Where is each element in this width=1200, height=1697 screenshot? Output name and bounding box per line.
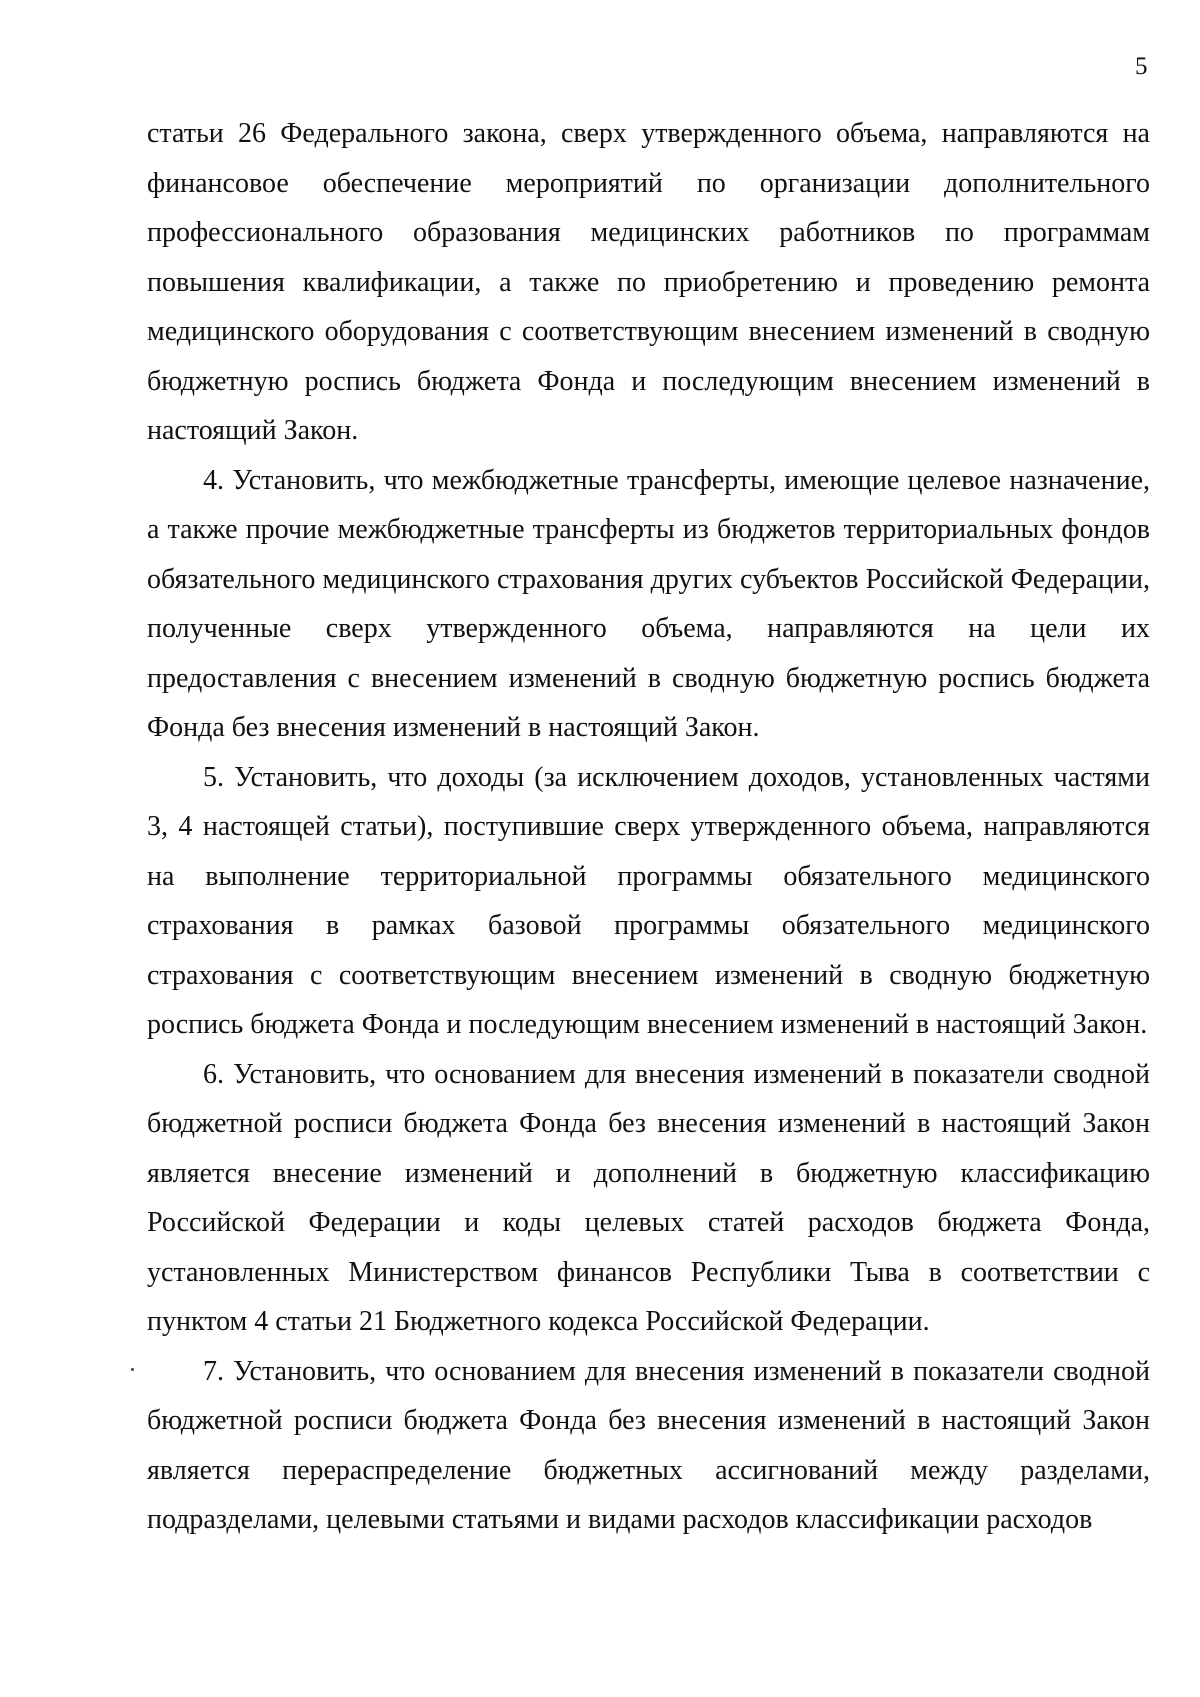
paragraph-continuation: статьи 26 Федерального закона, сверх утвержденного объема, направляются на финансовое обеспечение мероприятий по организации дополнительного профессионального образования медицинских работников по программам повышения квалификации, а также по приобретению и проведению ремонта медицинского оборудования с соответствующим внесением изменений в сводную бюджетную роспись бюджета Фонда и последующим внесением изменений в настоящий Закон.: [147, 118, 1150, 446]
paragraph-item-4: 4. Установить, что межбюджетные трансферты, имеющие целевое назначение, а также прочие межбюджетные трансферты из бюджетов территориальных фондов обязательного медицинского страхования других субъектов Российской Федерации, полученные сверх утвержденного объема, направляются на цели их предоставления с внесением изменений в сводную бюджетную роспись бюджета Фонда без внесения изменений в настоящий Закон.: [147, 464, 1150, 743]
document-body: [147, 109, 1150, 1545]
paragraph-item-7: 7. Установить, что основанием для внесения изменений в показатели сводной бюджетной росписи бюджета Фонда без внесения изменений в настоящий Закон является перераспределение бюджетных ассигнований между разделами, подразделами, целевыми статьями и видами расходов классификации расходов: [147, 1355, 1150, 1535]
scan-speck: [131, 1368, 134, 1371]
page-number: 5: [1135, 53, 1148, 80]
paragraph-item-5: 5. Установить, что доходы (за исключением доходов, установленных частями 3, 4 настоящей статьи), поступившие сверх утвержденного объема, направляются на выполнение территориальной программы обязательного медицинского страхования в рамках базовой программы обязательного медицинского страхования с соответствующим внесением изменений в сводную бюджетную роспись бюджета Фонда и последующим внесением изменений в настоящий Закон.: [147, 761, 1150, 1040]
paragraph-item-6: 6. Установить, что основанием для внесения изменений в показатели сводной бюджетной росписи бюджета Фонда без внесения изменений в настоящий Закон является внесение изменений и дополнений в бюджетную классификацию Российской Федерации и коды целевых статей расходов бюджета Фонда, установленных Министерством финансов Республики Тыва в соответствии с пунктом 4 статьи 21 Бюджетного кодекса Российской Федерации.: [147, 1058, 1150, 1337]
